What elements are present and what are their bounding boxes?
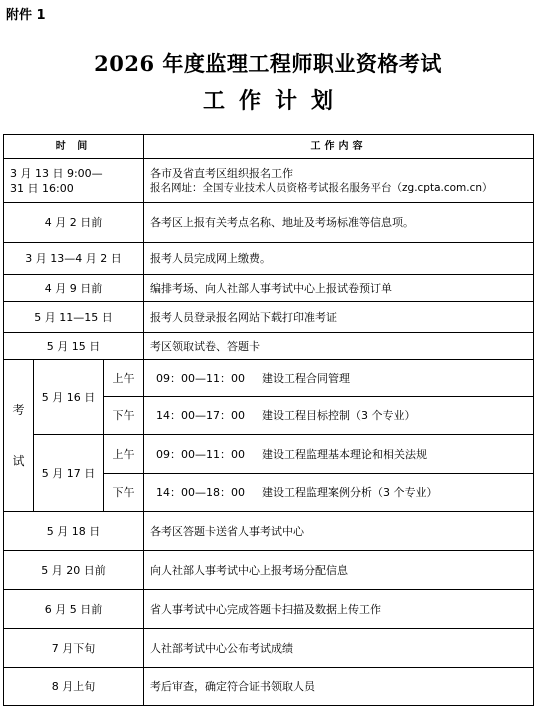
- exam-subject: 建设工程监理案例分析（3 个专业）: [262, 486, 438, 499]
- schedule-table: [3, 134, 534, 706]
- exam-detail: [144, 474, 534, 512]
- exam-subject: 建设工程监理基本理论和相关法规: [262, 447, 428, 461]
- row-time: 8 月上旬: [4, 668, 144, 706]
- document-subtitle: 工作计划: [202, 88, 347, 114]
- row-content: 考区领取试卷、答题卡: [144, 333, 534, 360]
- row-time-line: 31 日 16:00: [10, 181, 74, 195]
- exam-period: 下午: [104, 397, 144, 435]
- exam-period: 上午: [104, 360, 144, 397]
- exam-label-char: 考: [12, 402, 25, 417]
- table-row: [4, 203, 534, 243]
- table-row: [4, 159, 534, 203]
- exam-session-row: [4, 360, 534, 397]
- exam-date: 5 月 17 日: [34, 435, 104, 512]
- table-row: [4, 590, 534, 629]
- row-time: 5 月 20 日前: [4, 551, 144, 590]
- exam-detail: [144, 435, 534, 474]
- exam-label: [4, 360, 34, 512]
- row-time: 6 月 5 日前: [4, 590, 144, 629]
- exam-subject: 建设工程合同管理: [262, 371, 351, 385]
- row-content: [144, 159, 534, 203]
- table-row: [4, 302, 534, 333]
- exam-detail: [144, 360, 534, 397]
- row-time: 3 月 13—4 月 2 日: [4, 243, 144, 275]
- table-row: [4, 668, 534, 706]
- exam-time: 14：00—18：00: [156, 486, 246, 499]
- row-time: [4, 159, 144, 203]
- exam-detail: [144, 397, 534, 435]
- row-content: 考后审查，确定符合证书领取人员: [144, 668, 534, 706]
- exam-subject: 建设工程目标控制（3 个专业）: [262, 409, 416, 422]
- table-row: [4, 629, 534, 668]
- row-content: 人社部考试中心公布考试成绩: [144, 629, 534, 668]
- row-time: 5 月 15 日: [4, 333, 144, 360]
- document-title: 2026 年度监理工程师职业资格考试: [94, 51, 442, 76]
- exam-time: 09：00—11：00: [156, 447, 246, 461]
- row-time: 4 月 2 日前: [4, 203, 144, 243]
- row-time: 5 月 18 日: [4, 512, 144, 551]
- exam-label-char: 试: [12, 453, 25, 468]
- table-header-row: [4, 135, 534, 159]
- row-content: 编排考场、向人社部人事考试中心上报试卷预订单: [144, 275, 534, 302]
- table-row: [4, 243, 534, 275]
- row-content: 向人社部人事考试中心上报考场分配信息: [144, 551, 534, 590]
- row-time: 4 月 9 日前: [4, 275, 144, 302]
- exam-time: 09：00—11：00: [156, 371, 246, 385]
- table-row: [4, 512, 534, 551]
- row-time-line: 3 月 13 日 9:00—: [10, 166, 103, 180]
- attachment-label: 附件 1: [6, 8, 46, 23]
- header-time: 时 间: [4, 135, 144, 159]
- table-row: [4, 551, 534, 590]
- exam-session-row: [4, 435, 534, 474]
- row-content: 报考人员完成网上缴费。: [144, 243, 534, 275]
- table-row: [4, 333, 534, 360]
- row-content-line: 报名网址：全国专业技术人员资格考试报名服务平台（zg.cpta.com.cn）: [150, 181, 493, 194]
- exam-date: 5 月 16 日: [34, 360, 104, 435]
- row-content-line: 各市及省直考区组织报名工作: [150, 166, 294, 180]
- row-content: 各考区上报有关考点名称、地址及考场标准等信息项。: [144, 203, 534, 243]
- row-content: 报考人员登录报名网站下载打印准考证: [144, 302, 534, 333]
- row-time: 5 月 11—15 日: [4, 302, 144, 333]
- exam-period: 下午: [104, 474, 144, 512]
- table-row: [4, 275, 534, 302]
- header-content: 工作内容: [144, 135, 534, 159]
- row-content: 省人事考试中心完成答题卡扫描及数据上传工作: [144, 590, 534, 629]
- row-time: 7 月下旬: [4, 629, 144, 668]
- exam-time: 14：00—17：00: [156, 409, 246, 422]
- exam-period: 上午: [104, 435, 144, 474]
- row-content: 各考区答题卡送省人事考试中心: [144, 512, 534, 551]
